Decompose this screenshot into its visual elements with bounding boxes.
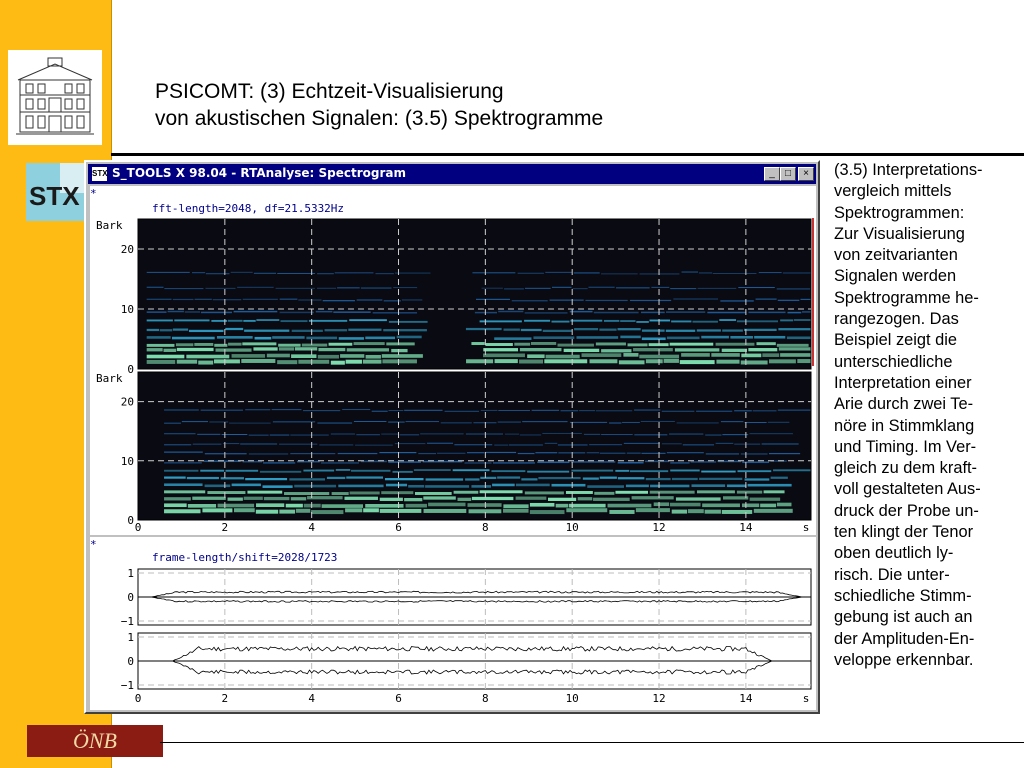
spectrogram-x-tick: 14 [739,521,753,534]
slide-body-text [834,160,1020,671]
spectrogram-x-tick: 8 [482,521,489,534]
building-icon [8,50,102,145]
waveform-x-tick: 0 [134,692,142,705]
analysis-area[interactable] [90,186,816,710]
maximize-button[interactable]: □ [780,167,796,181]
stx-logo-text: STX [29,181,80,211]
body-line: und Timing. Im Ver- [834,437,977,456]
spectrogram-x-tick: 2 [221,521,229,534]
body-line: gleich zu dem kraft- [834,459,978,478]
spectrogram-unit-label: Bark [96,372,123,385]
minimize-button[interactable]: _ [764,167,780,181]
window-title: S_TOOLS X 98.04 - RTAnalyse: Spectrogram [112,166,406,180]
spectrogram-x-unit: s [802,521,810,534]
body-line: vergleich mittels [834,182,952,201]
stx-application-window[interactable] [84,160,820,714]
waveform-y-tick: −1 [120,615,134,628]
spectrogram-y-tick: 20 [120,395,134,409]
spectrogram-top [138,219,811,369]
waveform-x-tick: 12 [652,692,666,705]
library-building-logo [8,50,102,145]
body-line: voll gestalteten Aus- [834,480,981,499]
waveform-panel [90,538,811,705]
body-line: oben deutlich ly- [834,544,954,563]
body-line: rangezogen. Das [834,310,959,329]
spectrogram-x-tick: 4 [308,521,315,534]
spectrogram-x-tick: 0 [134,521,142,534]
waveform-x-unit: s [802,692,810,705]
slide-title-line1: PSICOMT: (3) Echtzeit-Visualisierung [155,80,504,103]
header-divider [111,153,1024,156]
body-line: Zur Visualisierung [834,224,965,243]
waveform-marker: * [90,538,97,551]
slide-title [155,78,603,132]
body-line: Spektrogrammen: [834,203,965,222]
top-selection-marker-right [812,218,814,366]
body-line: Signalen werden [834,267,957,286]
waveform-x-tick: 2 [221,692,229,705]
body-line: von zeitvarianten [834,246,958,265]
spectrogram-x-tick: 12 [652,521,666,534]
spectrogram-unit-label: Bark [96,219,123,232]
body-line: ten klingt der Tenor [834,523,974,542]
body-line: risch. Die unter- [834,565,950,584]
spectrogram-x-tick: 6 [395,521,402,534]
analysis-plots [90,186,816,710]
spectrogram-x-tick: 10 [565,521,579,534]
spectrogram-params: fft-length=2048, df=21.5332Hz [152,202,345,215]
body-line: (3.5) Interpretations- [834,161,983,179]
body-line: Spektrogramme he- [834,288,979,307]
body-line: gebung ist auch an [834,608,973,627]
body-line: Arie durch zwei Te- [834,395,974,414]
waveform-y-tick: 0 [127,655,134,668]
slide-title-line2: von akustischen Signalen: (3.5) Spektrogramme [155,107,604,130]
spectrogram-y-tick: 0 [127,363,134,376]
close-button[interactable]: × [798,167,814,181]
body-line: Interpretation einer [834,373,972,392]
waveform-y-tick: 1 [127,567,134,580]
app-icon[interactable]: STX [92,167,107,181]
onb-logo-text: ÖNB [73,728,117,753]
stx-logo [26,163,90,221]
onb-logo [27,725,163,757]
body-line: veloppe erkennbar. [834,650,974,669]
body-line: schiedliche Stimm- [834,586,972,605]
waveform-x-tick: 6 [395,692,402,705]
spectrogram-panel [90,187,816,534]
waveform-x-tick: 14 [739,692,753,705]
body-line: nöre in Stimmklang [834,416,975,435]
body-line: druck der Probe un- [834,501,979,520]
spectrogram-y-tick: 10 [120,454,134,468]
footer-divider [160,742,1024,743]
waveform-params: frame-length/shift=2028/1723 [152,551,338,564]
body-line: Beispiel zeigt die [834,331,958,350]
spectrogram-y-tick: 20 [120,243,134,256]
spectrogram-y-tick: 0 [127,514,134,527]
waveform-x-tick: 4 [308,692,315,705]
waveform-x-tick: 10 [565,692,579,705]
spectrogram-y-tick: 10 [120,303,134,316]
body-line: unterschiedliche [834,352,953,371]
window-titlebar[interactable] [88,164,816,184]
body-line: der Amplituden-En- [834,629,975,648]
waveform-y-tick: 1 [127,631,134,644]
waveform-y-tick: −1 [120,679,134,692]
waveform-x-tick: 8 [482,692,489,705]
spectrogram-marker: * [90,187,97,200]
waveform-y-tick: 0 [127,591,134,604]
